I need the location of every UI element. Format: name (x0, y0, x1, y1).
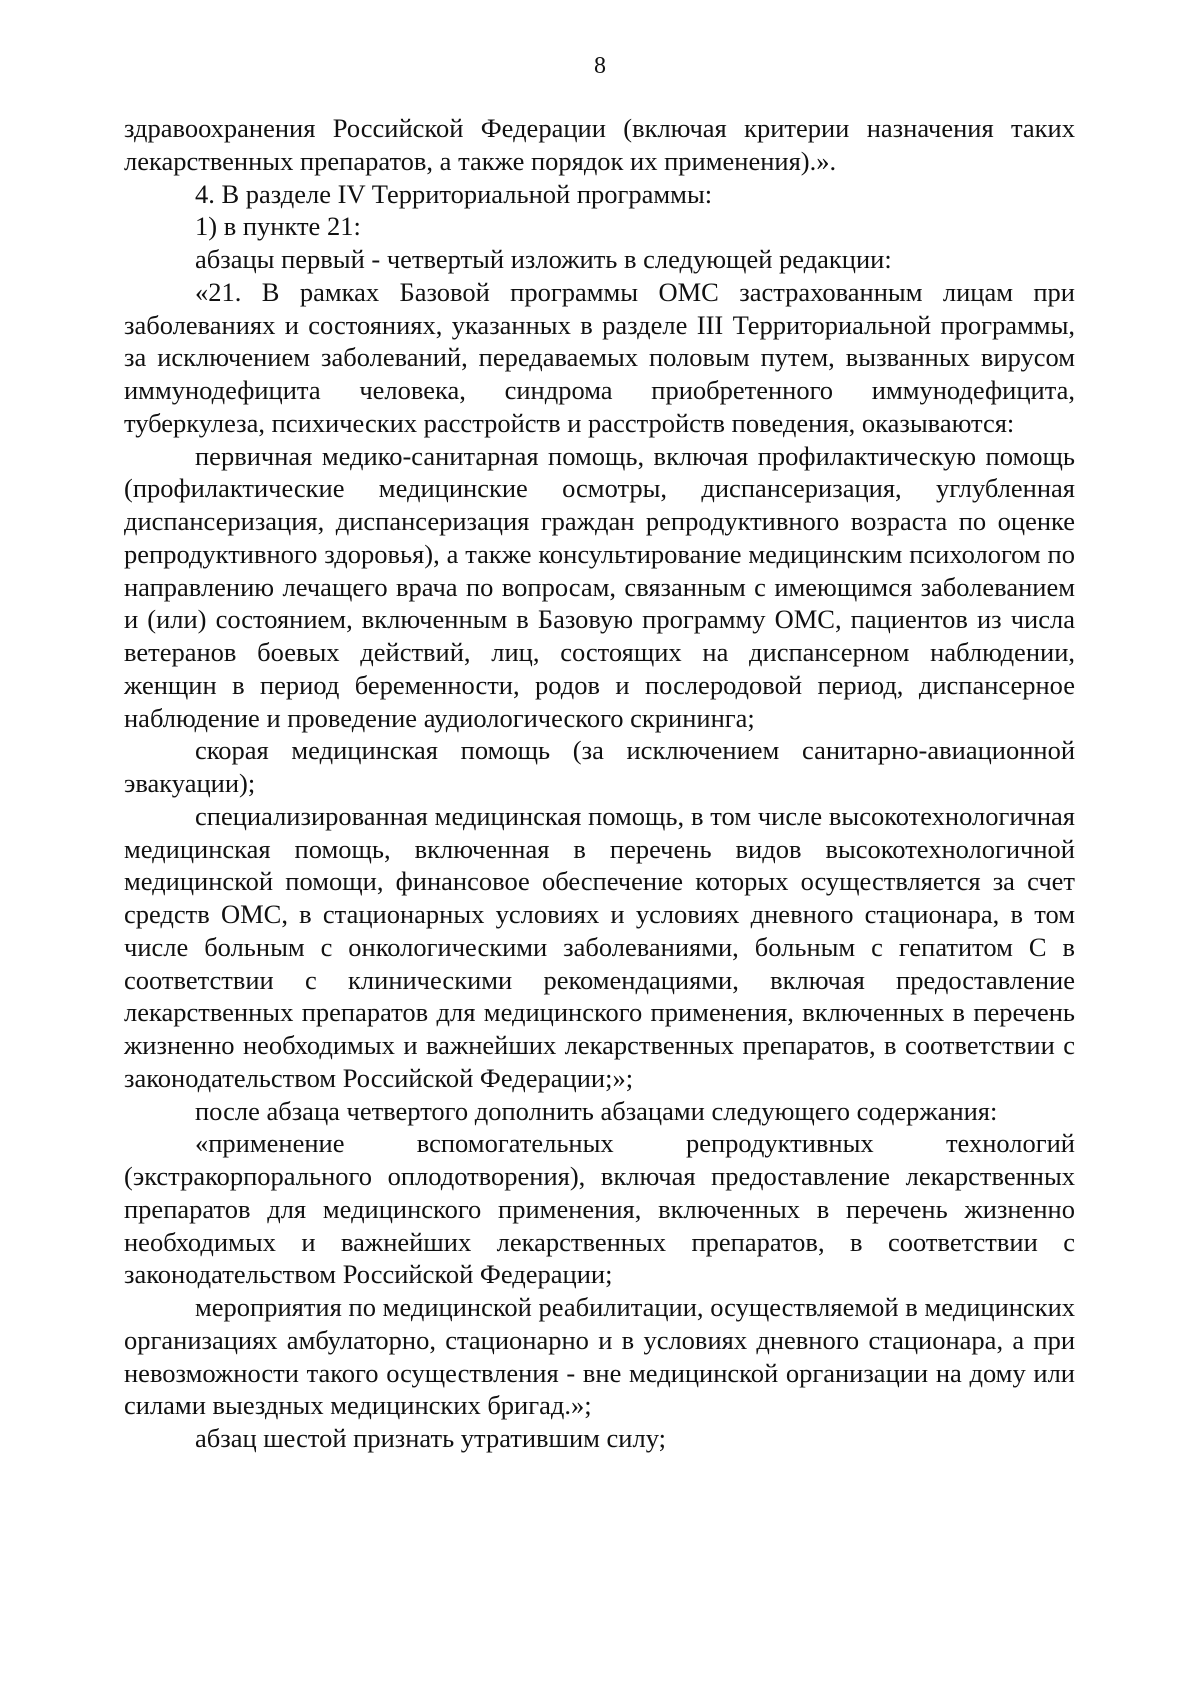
paragraph-point-21: «21. В рамках Базовой программы ОМС застрахованным лицам при заболеваниях и состояниях, указанных в разделе III Территориальной программы, за исключением заболеваний, передаваемых половым путем, вызванных вирусом иммунодефицита человека, синдрома приобретенного иммунодефицита, туберкулеза, психических расстройств и расстройств поведения, оказываются: (124, 276, 1075, 438)
paragraph-specialized-care: специализированная медицинская помощь, в том числе высокотехнологичная медицинская помощь, включенная в перечень видов высокотехнологичной медицинской помощи, финансовое обеспечение которых осуществляется за счет средств ОМС, в стационарных условиях и условиях дневного стационара, в том числе больным с онкологическими заболеваниями, больным с гепатитом С в соответствии с клиническими рекомендациями, включая предоставление лекарственных препаратов для медицинского применения, включенных в перечень жизненно необходимых и важнейших лекарственных препаратов, в соответствии с законодательством Российской Федерации;»; (124, 800, 1075, 1093)
paragraph-emergency-care: скорая медицинская помощь (за исключением санитарно-авиационной эвакуации); (124, 735, 1075, 798)
paragraph-primary-care: первичная медико-санитарная помощь, включая профилактическую помощь (профилактические медицинские осмотры, диспансеризация, углубленная диспансеризация, диспансеризация граждан репродуктивного возраста по оценке репродуктивного здоровья), а также консультирование медицинским психологом по направлению лечащего врача по вопросам, связанным с имеющимся заболеванием и (или) состоянием, включенным в Базовую программу ОМС, пациентов из числа ветеранов боевых действий, лиц, состоящих на диспансерном наблюдении, женщин в период беременности, родов и послеродовой период, диспансерное наблюдение и проведение аудиологического скрининга; (124, 440, 1075, 733)
paragraph-add-after-fourth: после абзаца четвертого дополнить абзацами следующего содержания: (195, 1095, 998, 1126)
paragraph-rehabilitation: мероприятия по медицинской реабилитации, осуществляемой в медицинских организациях амбулаторно, стационарно и в условиях дневного стационара, а при невозможности такого осуществления - вне медицинской организации на дому или силами выездных медицинских бригад.»; (124, 1292, 1075, 1421)
paragraph-continuation: здравоохранения Российской Федерации (включая критерии назначения таких лекарственных препаратов, а также порядок их применения).». (124, 113, 1075, 176)
document-body (124, 112, 1075, 1455)
paragraph-sixth-invalid: абзац шестой признать утратившим силу; (195, 1423, 666, 1453)
page-number: 8 (594, 53, 606, 79)
paragraph-item-1: 1) в пункте 21: (195, 211, 361, 242)
paragraph-amendment-intro: абзацы первый - четвертый изложить в следующей редакции: (195, 244, 892, 274)
paragraph-reproductive-technologies: «применение вспомогательных репродуктивных технологий (экстракорпорального оплодотворения), включая предоставление лекарственных препаратов для медицинского применения, включенных в перечень жизненно необходимых и важнейших лекарственных препаратов, в соответствии с законодательством Российской Федерации; (124, 1128, 1075, 1290)
paragraph-section-4-heading: 4. В разделе IV Территориальной программы: (195, 178, 713, 209)
